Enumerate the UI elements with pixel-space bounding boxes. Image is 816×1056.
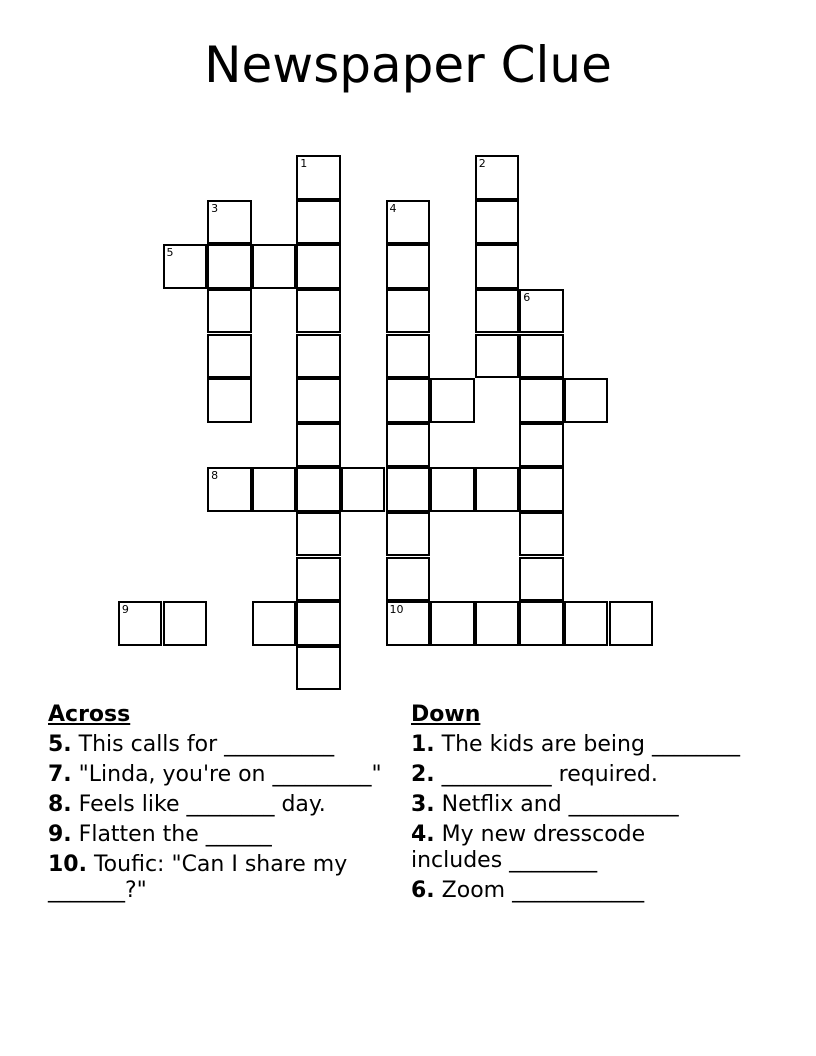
grid-cell[interactable] — [296, 512, 341, 557]
cell-number: 4 — [389, 201, 397, 215]
cell-number: 10 — [389, 603, 404, 617]
grid-cell[interactable] — [519, 334, 564, 379]
grid-cell[interactable] — [296, 200, 341, 245]
grid-cell[interactable] — [475, 244, 520, 289]
clue-text: Netflix and __________ — [441, 792, 679, 817]
grid-cell[interactable] — [386, 378, 431, 423]
cell-number: 3 — [211, 201, 219, 215]
clue-number: 7. — [48, 762, 72, 787]
clue-number: 2. — [411, 762, 435, 787]
grid-cell[interactable] — [207, 378, 252, 423]
grid-cell[interactable] — [430, 601, 475, 646]
cell-number: 9 — [121, 603, 129, 617]
clue-number: 5. — [48, 732, 72, 757]
clue-across-9 — [48, 822, 388, 848]
clue-down-4 — [411, 822, 741, 874]
grid-cell[interactable] — [118, 601, 163, 646]
clue-number: 6. — [411, 878, 435, 903]
grid-cell[interactable] — [296, 601, 341, 646]
grid-cell[interactable] — [296, 467, 341, 512]
clue-down-6 — [411, 878, 741, 904]
grid-cell[interactable] — [252, 244, 297, 289]
cell-number: 1 — [300, 157, 308, 171]
down-heading: Down — [411, 702, 481, 727]
grid-cell[interactable] — [475, 601, 520, 646]
grid-cell[interactable] — [296, 155, 341, 200]
grid-cell[interactable] — [519, 557, 564, 602]
puzzle-title: Newspaper Clue — [204, 36, 612, 94]
grid-cell[interactable] — [386, 289, 431, 334]
cell-number: 2 — [478, 157, 486, 171]
cell-number: 6 — [523, 290, 531, 304]
grid-cell[interactable] — [386, 334, 431, 379]
grid-cell[interactable] — [475, 289, 520, 334]
grid-cell[interactable] — [296, 646, 341, 691]
cell-number: 8 — [211, 469, 219, 483]
grid-cell[interactable] — [609, 601, 654, 646]
grid-cell[interactable] — [163, 601, 208, 646]
clue-number: 4. — [411, 822, 435, 847]
grid-cell[interactable] — [296, 423, 341, 468]
clue-across-10 — [48, 852, 388, 904]
clue-number: 10. — [48, 852, 87, 877]
grid-cell[interactable] — [252, 601, 297, 646]
clue-number: 8. — [48, 792, 72, 817]
grid-cell[interactable] — [296, 378, 341, 423]
grid-cell[interactable] — [386, 557, 431, 602]
grid-cell[interactable] — [163, 244, 208, 289]
grid-cell[interactable] — [564, 378, 609, 423]
clue-number: 3. — [411, 792, 435, 817]
grid-cell[interactable] — [519, 512, 564, 557]
grid-cell[interactable] — [386, 512, 431, 557]
clue-across-7 — [48, 762, 388, 788]
clue-number: 9. — [48, 822, 72, 847]
clue-across-8 — [48, 792, 388, 818]
grid-cell[interactable] — [519, 289, 564, 334]
grid-cell[interactable] — [386, 244, 431, 289]
clue-text: __________ required. — [441, 762, 658, 787]
clue-text: Zoom ____________ — [441, 878, 645, 903]
clue-across-5 — [48, 732, 388, 758]
clue-text: The kids are being ________ — [441, 732, 740, 757]
grid-cell[interactable] — [475, 200, 520, 245]
grid-cell[interactable] — [207, 244, 252, 289]
grid-cell[interactable] — [475, 467, 520, 512]
grid-cell[interactable] — [386, 423, 431, 468]
grid-cell[interactable] — [386, 601, 431, 646]
grid-cell[interactable] — [430, 467, 475, 512]
clue-down-1 — [411, 732, 741, 758]
grid-cell[interactable] — [296, 289, 341, 334]
clue-down-2 — [411, 762, 741, 788]
grid-cell[interactable] — [386, 467, 431, 512]
grid-cell[interactable] — [519, 467, 564, 512]
clue-text: This calls for __________ — [78, 732, 335, 757]
grid-cell[interactable] — [386, 200, 431, 245]
cell-number: 5 — [166, 246, 174, 260]
grid-cell[interactable] — [296, 557, 341, 602]
clue-text: "Linda, you're on _________" — [78, 762, 382, 787]
grid-cell[interactable] — [296, 244, 341, 289]
clue-text: Feels like ________ day. — [78, 792, 326, 817]
across-heading: Across — [48, 702, 131, 727]
grid-cell[interactable] — [207, 467, 252, 512]
grid-cell[interactable] — [519, 378, 564, 423]
grid-cell[interactable] — [475, 334, 520, 379]
grid-cell[interactable] — [475, 155, 520, 200]
grid-cell[interactable] — [252, 467, 297, 512]
grid-cell[interactable] — [519, 423, 564, 468]
down-clues — [411, 702, 741, 908]
across-clues — [48, 702, 388, 908]
grid-cell[interactable] — [519, 601, 564, 646]
grid-cell[interactable] — [296, 334, 341, 379]
grid-cell[interactable] — [564, 601, 609, 646]
clue-text: Toufic: "Can I share my _______?" — [48, 852, 348, 903]
clue-down-3 — [411, 792, 741, 818]
grid-cell[interactable] — [207, 289, 252, 334]
clue-text: My new dresscode includes ________ — [411, 822, 646, 873]
grid-cell[interactable] — [430, 378, 475, 423]
grid-cell[interactable] — [207, 200, 252, 245]
clue-number: 1. — [411, 732, 435, 757]
clue-text: Flatten the ______ — [78, 822, 272, 847]
grid-cell[interactable] — [341, 467, 386, 512]
grid-cell[interactable] — [207, 334, 252, 379]
